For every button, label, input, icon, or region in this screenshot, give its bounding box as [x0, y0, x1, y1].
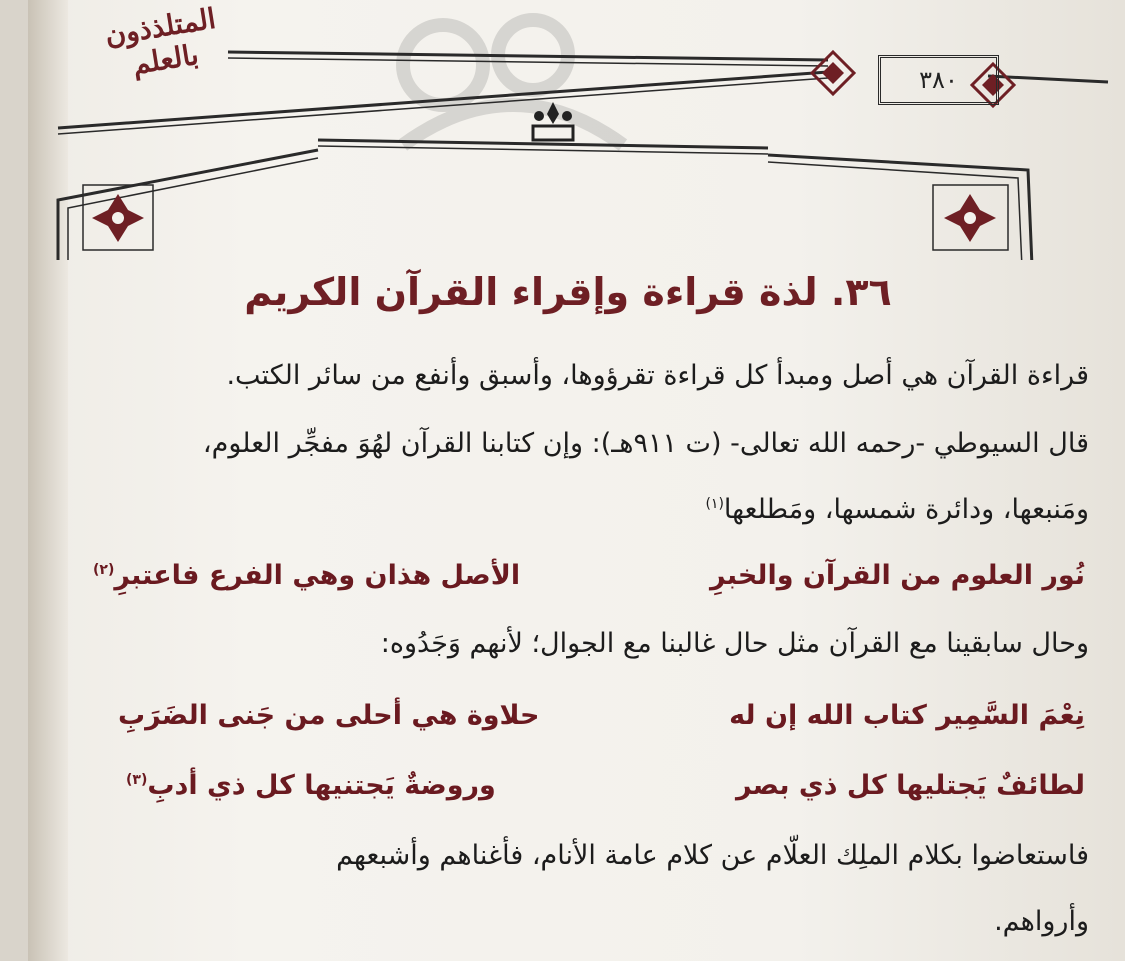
verse2-second-hemistich: حلاوة هي أحلى من جَنى الضَرَبِ	[118, 700, 540, 731]
paragraph-quote-line1: قال السيوطي -رحمه الله تعالى- (ت ٩١١هـ): وإن كتابنا القرآن لهُوَ مفجِّر العلوم،	[202, 428, 1089, 459]
verse2-first-hemistich: نِعْمَ السَّمِير كتاب الله إن له	[729, 700, 1085, 731]
corner-ornament-left-icon	[88, 190, 148, 246]
paragraph-intro: قراءة القرآن هي أصل ومبدأ كل قراءة تقرؤوها، وأسبق وأنفع من سائر الكتب.	[226, 360, 1089, 391]
verse1-second-hemistich	[93, 560, 520, 591]
verse3-second-hemistich	[126, 770, 496, 801]
corner-ornament-right-icon	[940, 190, 1000, 246]
footnote-marker-2: (٢)	[93, 562, 115, 578]
verse3-first-hemistich: لطائفٌ يَجتليها كل ذي بصر	[735, 770, 1085, 801]
footnote-marker-1: (١)	[705, 496, 724, 512]
book-page	[28, 0, 1125, 961]
center-ornament-icon	[523, 100, 583, 142]
paragraph-quote-line2	[705, 494, 1089, 525]
paragraph-closing-line1: فاستعاضوا بكلام الملِك العلّام عن كلام عامة الأنام، فأغناهم وأشبعهم	[336, 840, 1089, 871]
chapter-title: ٣٦. لذة قراءة وإقراء القرآن الكريم	[244, 270, 892, 314]
verse1-first-hemistich: نُور العلوم من القرآن والخبرِ	[710, 560, 1085, 591]
verse3-second-text: وروضةٌ يَجتنيها كل ذي أدبِ	[147, 770, 496, 801]
paragraph-comparison: وحال سابقينا مع القرآن مثل حال غالبنا مع الجوال؛ لأنهم وَجَدُوه:	[380, 628, 1089, 659]
header-ornament-left-icon	[808, 48, 858, 98]
page-number: ٣٨٠	[878, 55, 999, 105]
paragraph-quote-line2-text: ومَنبعها، ودائرة شمسها، ومَطلعها	[723, 494, 1089, 525]
paragraph-closing-line2: وأرواهم.	[994, 906, 1089, 937]
running-title: المتلذذون بالعلم	[102, 1, 218, 81]
verse1-second-text: الأصل هذان وهي الفرع فاعتبرِ	[114, 560, 521, 591]
footnote-marker-3: (٣)	[126, 772, 148, 788]
